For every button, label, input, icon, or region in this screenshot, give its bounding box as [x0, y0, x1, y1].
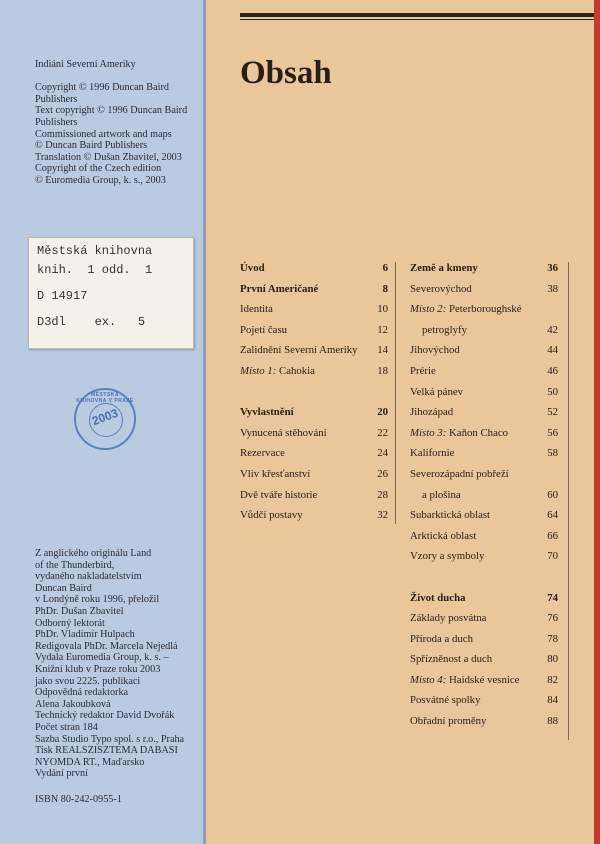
copyright-line: © Duncan Baird Publishers	[35, 140, 148, 152]
toc-entry[interactable]	[410, 670, 558, 691]
entry-label: Úvod	[240, 262, 265, 274]
toc-entry[interactable]	[240, 340, 388, 361]
toc-entry[interactable]	[410, 546, 558, 567]
entry-label: Haidské vesnice	[446, 673, 520, 686]
entry-page-number: 58	[547, 447, 558, 460]
colophon-line: Alena Jakoubková	[35, 698, 111, 710]
entry-page-number: 50	[547, 385, 558, 398]
toc-entry[interactable]	[410, 279, 558, 300]
colophon-line: vydaného nakladatelstvím	[35, 571, 142, 583]
toc-entry[interactable]	[410, 361, 558, 382]
entry-label: Spřízněnost a duch	[410, 653, 493, 666]
colophon-line: Z anglického originálu Land	[35, 548, 152, 559]
entry-page-number: 88	[547, 715, 558, 728]
column-divider-right	[568, 262, 569, 740]
entry-label: Kalifornie	[410, 447, 455, 460]
entry-page-number: 78	[547, 632, 558, 645]
toc-entry[interactable]	[410, 299, 558, 320]
entry-label: Severovýchod	[410, 282, 472, 295]
contents-column-1	[240, 258, 388, 526]
toc-entry[interactable]	[240, 423, 388, 444]
section-heading[interactable]	[240, 258, 388, 279]
entry-label: První Američané	[240, 282, 319, 295]
toc-entry[interactable]	[410, 505, 558, 526]
toc-entry[interactable]	[240, 443, 388, 464]
toc-entry[interactable]	[410, 340, 558, 361]
entry-page-number: 52	[547, 406, 558, 419]
entry-label: Dvě tváře historie	[240, 488, 318, 501]
stamp-ring-text: MĚSTSKÁ KNIHOVNA V PRAZE	[76, 392, 134, 404]
entry-page-number: 44	[547, 344, 558, 357]
entry-label: Základy posvátna	[410, 612, 487, 625]
isbn: ISBN 80-242-0955-1	[35, 794, 122, 805]
section-gap	[240, 382, 388, 403]
entry-label: Kaňon Chaco	[446, 426, 509, 439]
toc-entry[interactable]	[410, 690, 558, 711]
section-heading[interactable]	[410, 588, 558, 609]
copyright-line: Publishers	[35, 116, 78, 128]
entry-page-number: 20	[377, 406, 388, 419]
copyright-line: Copyright © 1996 Duncan Baird	[35, 82, 169, 94]
colophon-line: jako svou 2225. publikaci	[35, 675, 141, 687]
section-heading[interactable]	[240, 402, 388, 423]
entry-label: Příroda a duch	[410, 632, 473, 645]
toc-entry[interactable]	[410, 464, 558, 485]
colophon-line: Redigovala PhDr. Marcela Nejedlá	[35, 640, 178, 652]
toc-entry[interactable]	[410, 629, 558, 650]
copyright-line: Copyright of the Czech edition	[35, 163, 162, 175]
column-divider-left	[395, 262, 396, 524]
entry-label: Obřadní proměny	[410, 715, 487, 728]
entry-page-number: 60	[547, 488, 558, 501]
toc-entry[interactable]	[410, 382, 558, 403]
entry-label: Život ducha	[410, 591, 466, 604]
entry-label: Prérie	[410, 364, 436, 377]
copyright-line: Indiáni Severní Ameriky	[35, 59, 136, 70]
colophon-line: PhDr. Dušan Zbavitel	[35, 605, 124, 617]
colophon-line: Odpovědná redaktorka	[35, 687, 129, 699]
colophon-line: Sazba Studio Typo spol. s r.o., Praha	[35, 733, 185, 745]
entry-page-number: 64	[547, 509, 558, 522]
entry-label: Posvátné spolky	[410, 694, 481, 707]
toc-entry[interactable]	[410, 402, 558, 423]
colophon-line: v Londýně roku 1996, přeložil	[35, 594, 160, 606]
entry-page-number: 28	[377, 488, 388, 501]
toc-entry[interactable]	[240, 505, 388, 526]
toc-entry[interactable]	[410, 423, 558, 444]
library-sticker	[28, 237, 194, 349]
entry-label: Vzory a symboly	[410, 550, 485, 563]
top-rule-thin	[240, 19, 595, 20]
entry-page-number: 14	[377, 344, 388, 357]
colophon-line: Technický redaktor David Dvořák	[35, 710, 175, 722]
entry-label: Peterboroughské	[446, 303, 522, 316]
entry-label: Identita	[240, 303, 273, 316]
entry-page-number: 24	[377, 447, 388, 460]
entry-page-number: 42	[547, 323, 558, 336]
copyright-line: Commissioned artwork and maps	[35, 128, 172, 140]
entry-label: Arktická oblast	[410, 529, 477, 542]
copyright-line	[35, 71, 187, 83]
toc-entry[interactable]	[410, 320, 558, 341]
sticker-line-1: Městská knihovna	[37, 244, 153, 258]
entry-label: Vliv křesťanství	[240, 467, 311, 480]
colophon-block	[35, 548, 184, 780]
left-panel	[0, 0, 206, 844]
entry-page-number: 76	[547, 612, 558, 625]
entry-page-number: 38	[547, 282, 558, 295]
entry-page-number: 8	[382, 282, 388, 295]
toc-entry[interactable]	[240, 485, 388, 506]
entry-label: Pojetí času	[240, 323, 288, 336]
entry-page-number: 74	[547, 591, 558, 604]
toc-entry[interactable]	[410, 443, 558, 464]
entry-page-number: 12	[377, 323, 388, 336]
entry-label: Zalidnění Severní Ameriky	[240, 344, 358, 357]
entry-label: Subarktická oblast	[410, 509, 491, 522]
top-rule-thick	[240, 13, 595, 17]
toc-entry[interactable]	[240, 320, 388, 341]
entry-label: Jihozápad	[410, 406, 454, 419]
colophon-line: Vydání první	[35, 768, 88, 780]
copyright-line: Publishers	[35, 93, 78, 105]
entry-label: Jihovýchod	[410, 344, 460, 357]
entry-place-prefix: Místo 2:	[410, 303, 447, 316]
colophon-line: Odborný lektorát	[35, 617, 105, 629]
entry-page-number: 32	[377, 509, 388, 522]
entry-page-number: 10	[377, 303, 388, 316]
entry-label: Vyvlastnění	[240, 406, 294, 419]
copyright-line: Text copyright © 1996 Duncan Baird	[35, 105, 188, 117]
entry-page-number: 66	[547, 529, 558, 542]
toc-entry[interactable]	[410, 608, 558, 629]
entry-label: petroglyfy	[422, 323, 467, 336]
colophon-line: Vydala Euromedia Group, k. s. –	[35, 652, 169, 664]
entry-page-number: 6	[382, 262, 388, 274]
entry-place-prefix: Místo 1:	[240, 364, 277, 377]
entry-page-number: 80	[547, 653, 558, 666]
copyright-line: Translation © Dušan Zbavitel, 2003	[35, 151, 182, 163]
entry-page-number: 46	[547, 364, 558, 377]
contents-column-2	[410, 258, 558, 732]
entry-page-number: 56	[547, 426, 558, 439]
entry-page-number: 70	[547, 550, 558, 563]
stamp-year: 2003	[90, 405, 120, 429]
toc-entry[interactable]	[240, 299, 388, 320]
copyright-block	[35, 59, 187, 187]
toc-entry[interactable]	[410, 649, 558, 670]
colophon-line: NYOMDA RT., Maďarsko	[35, 756, 145, 768]
library-stamp	[74, 388, 136, 450]
colophon-line: PhDr. Vladimír Hulpach	[35, 629, 135, 641]
entry-label: Cahokia	[276, 364, 315, 377]
entry-label: Země a kmeny	[410, 262, 478, 274]
entry-place-prefix: Místo 4:	[410, 673, 447, 686]
entry-label: Vynucená stěhování	[240, 426, 327, 439]
right-edge-strip	[594, 0, 600, 844]
entry-label: Rezervace	[240, 447, 285, 460]
sticker-line-3: D 14917	[37, 289, 88, 303]
entry-page-number: 84	[547, 694, 558, 707]
section-heading[interactable]	[240, 279, 388, 300]
colophon-line: Počet stran 184	[35, 721, 98, 733]
entry-page-number: 18	[377, 364, 388, 377]
colophon-line: Duncan Baird	[35, 582, 92, 594]
copyright-line: © Euromedia Group, k. s., 2003	[35, 174, 166, 186]
colophon-line: Knižní klub v Praze roku 2003	[35, 663, 161, 675]
toc-entry[interactable]	[240, 361, 388, 382]
entry-page-number: 22	[377, 426, 388, 439]
toc-entry[interactable]	[410, 526, 558, 547]
sticker-line-2: knih. 1 odd. 1	[37, 263, 153, 277]
entry-label: Vůdčí postavy	[240, 509, 303, 522]
entry-page-number: 82	[547, 673, 558, 686]
toc-entry[interactable]	[410, 711, 558, 732]
entry-label: Severozápadní pobřeží	[410, 467, 509, 480]
toc-entry[interactable]	[240, 464, 388, 485]
section-heading[interactable]	[410, 258, 558, 279]
entry-page-number: 26	[377, 467, 388, 480]
sticker-line-4: D3dl ex. 5	[37, 315, 146, 329]
colophon-line: Tisk REALSZISZTEMA DABASI	[35, 745, 178, 757]
toc-entry[interactable]	[410, 485, 558, 506]
entry-label: Velká pánev	[410, 385, 464, 398]
entry-page-number: 36	[547, 262, 558, 274]
page-title: Obsah	[240, 55, 332, 91]
entry-place-prefix: Místo 3:	[410, 426, 447, 439]
entry-label: a plošina	[422, 488, 461, 501]
colophon-line: of the Thunderbird,	[35, 559, 115, 571]
section-gap	[410, 567, 558, 588]
